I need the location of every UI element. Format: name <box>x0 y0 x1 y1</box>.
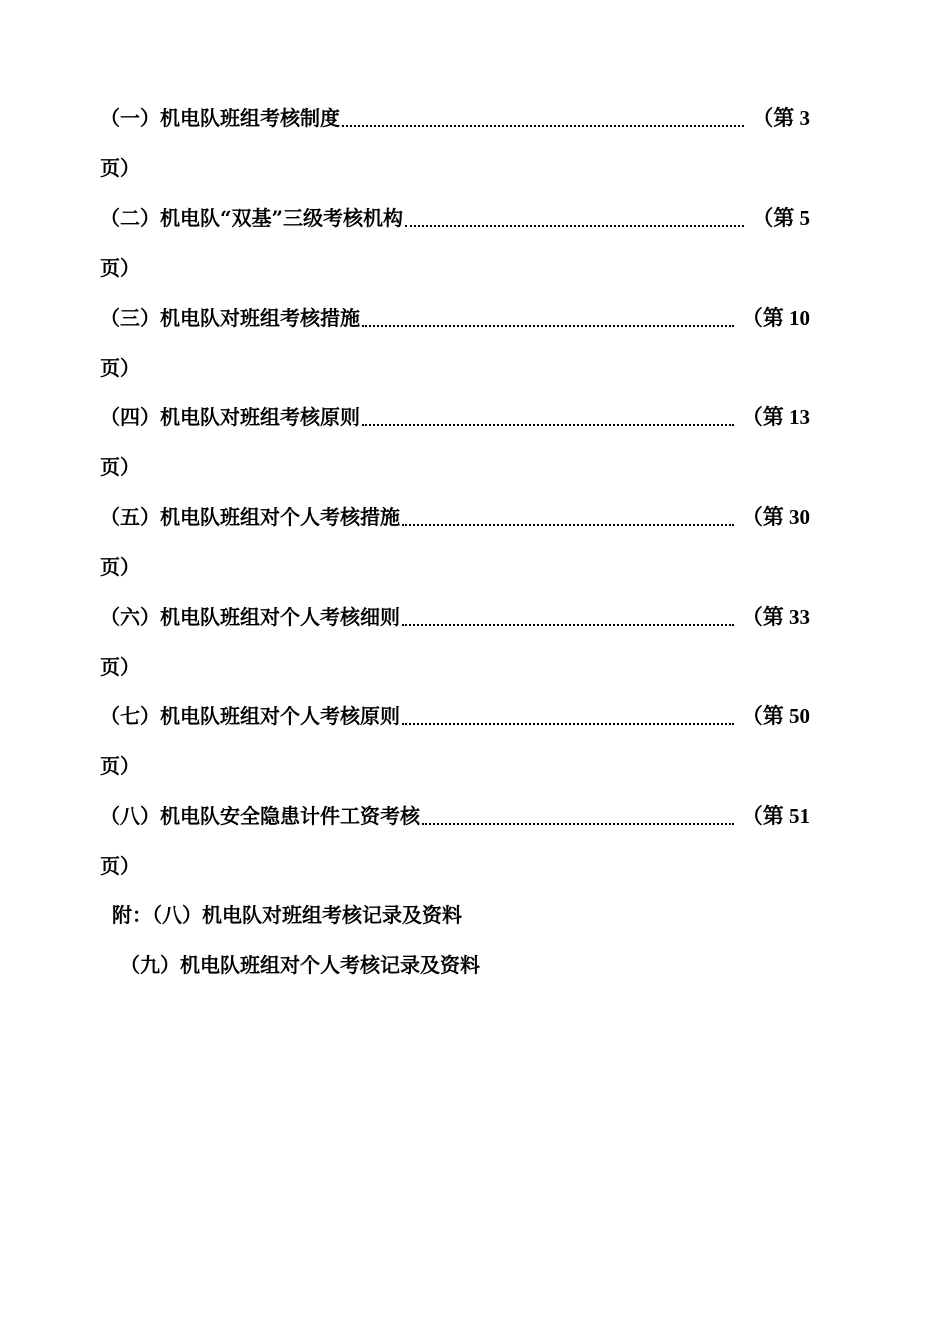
toc-entry-page-suffix: 页） <box>100 256 140 280</box>
dot-leader <box>405 225 744 227</box>
toc-entry[interactable] <box>100 403 810 503</box>
toc-entry-page-suffix: 页） <box>100 655 140 679</box>
dot-leader <box>362 424 734 426</box>
toc-entry-page-suffix: 页） <box>100 854 140 878</box>
toc-entry-page-suffix: 页） <box>100 455 140 479</box>
dot-leader <box>402 624 734 626</box>
toc-entry-title: （三）机电队对班组考核措施 <box>100 306 360 330</box>
toc-entry-title: （一）机电队班组考核制度 <box>100 106 340 130</box>
toc-entry-title: （六）机电队班组对个人考核细则 <box>100 605 400 629</box>
toc-entry-page-ref: （第 3 <box>752 106 810 130</box>
toc-entry-page-suffix: 页） <box>100 356 140 380</box>
appendix-line: （九）机电队班组对个人考核记录及资料 <box>120 953 480 977</box>
toc-entry-title: （五）机电队班组对个人考核措施 <box>100 505 400 529</box>
toc-entry-page-suffix: 页） <box>100 156 140 180</box>
toc-entry-page-ref: （第 33 <box>741 605 810 629</box>
toc-entry[interactable] <box>100 702 810 802</box>
appendix-line: 附：（八）机电队对班组考核记录及资料 <box>112 903 462 927</box>
toc-entry[interactable] <box>100 304 810 404</box>
toc-entry-title: （八）机电队安全隐患计件工资考核 <box>100 804 420 828</box>
toc-entry-title: （四）机电队对班组考核原则 <box>100 405 360 429</box>
dot-leader <box>402 723 734 725</box>
toc-entry-page-ref: （第 51 <box>741 804 810 828</box>
toc-entry-page-ref: （第 5 <box>752 206 810 230</box>
toc-entry[interactable] <box>100 104 810 204</box>
toc-entry-page-ref: （第 10 <box>741 306 810 330</box>
toc-entry-page-suffix: 页） <box>100 754 140 778</box>
toc-entry-page-ref: （第 50 <box>741 704 810 728</box>
toc-entry-title: （二）机电队“双基”三级考核机构 <box>100 206 404 230</box>
toc-entry[interactable] <box>100 603 810 703</box>
dot-leader <box>342 125 744 127</box>
toc-entry-title: （七）机电队班组对个人考核原则 <box>100 704 400 728</box>
dot-leader <box>422 823 734 825</box>
toc-entry[interactable] <box>100 802 810 902</box>
toc-entry[interactable] <box>100 503 810 603</box>
toc-entry[interactable] <box>100 204 810 304</box>
toc-entry-page-ref: （第 30 <box>741 505 810 529</box>
toc-entry-page-suffix: 页） <box>100 555 140 579</box>
dot-leader <box>402 524 734 526</box>
toc-entry-page-ref: （第 13 <box>741 405 810 429</box>
dot-leader <box>362 325 734 327</box>
